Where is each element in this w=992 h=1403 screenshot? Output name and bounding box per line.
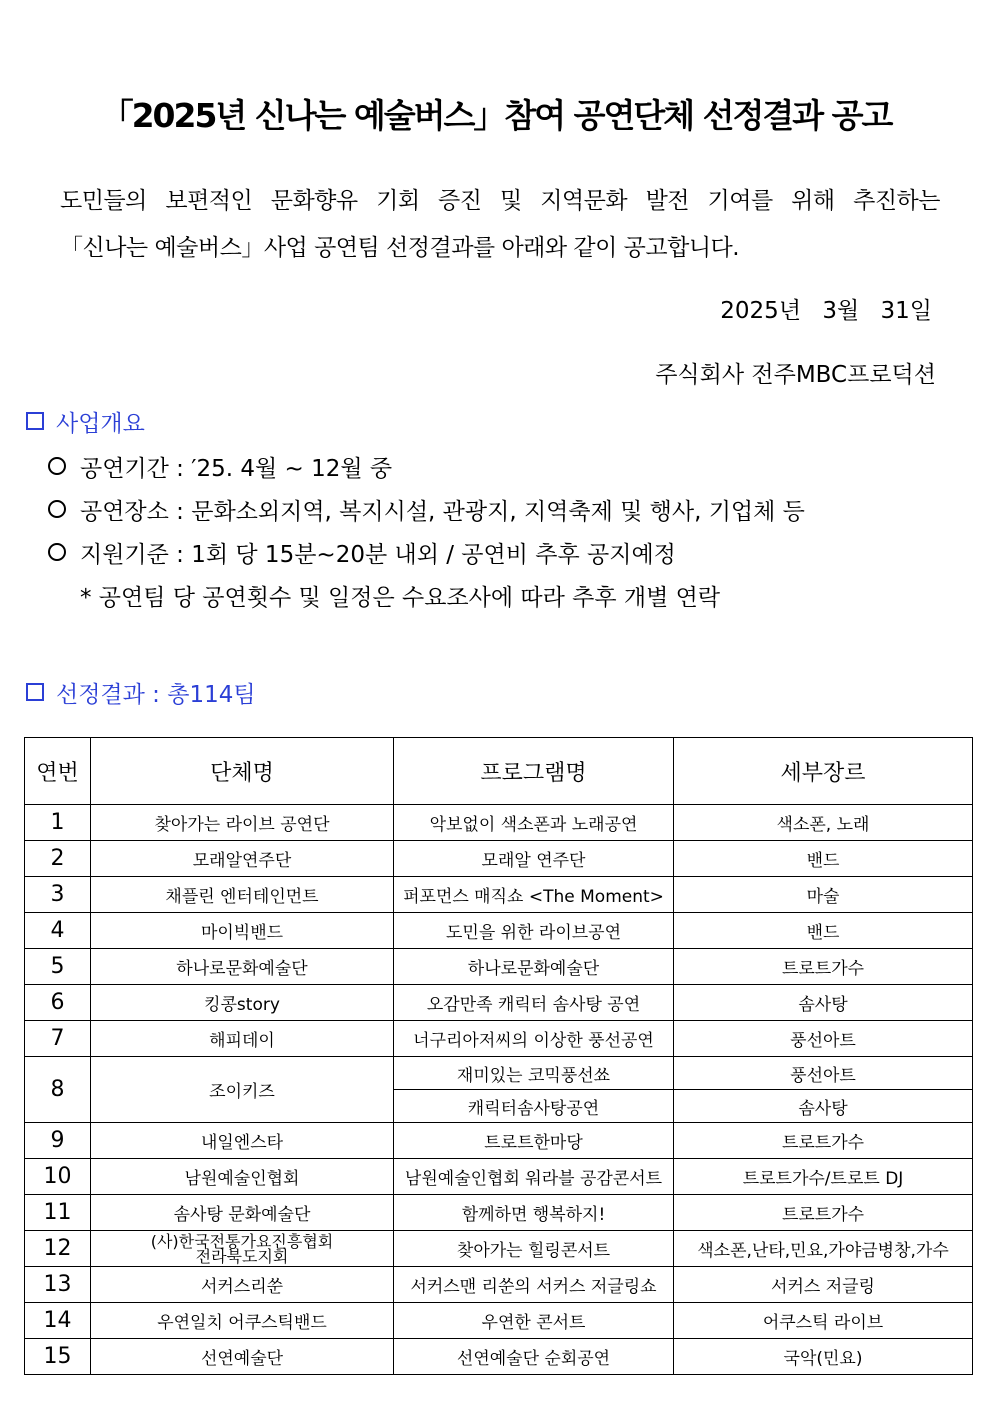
page-title: 「2025년 신나는 예술버스」참여 공연단체 선정결과 공고 bbox=[100, 96, 892, 135]
row-number: 9 bbox=[25, 1123, 91, 1159]
program-name: 재미있는 코믹풍선쑈 bbox=[394, 1057, 674, 1090]
program-name: 우연한 콘서트 bbox=[394, 1303, 674, 1339]
table-row bbox=[25, 949, 973, 985]
overview-item bbox=[48, 534, 805, 577]
program-name: 남원예술인협회 워라블 공감콘서트 bbox=[394, 1159, 674, 1195]
program-name: 악보없이 색소폰과 노래공연 bbox=[394, 805, 674, 841]
group-name: 솜사탕 문화예술단 bbox=[91, 1195, 394, 1231]
table-row bbox=[25, 1159, 973, 1195]
table-row bbox=[25, 1231, 973, 1267]
organization-name: 주식회사 전주MBC프로덕션 bbox=[655, 362, 936, 388]
group-name: 모래알연주단 bbox=[91, 841, 394, 877]
table-row bbox=[25, 985, 973, 1021]
group-name: 채플린 엔터테인먼트 bbox=[91, 877, 394, 913]
genre: 트로트가수 bbox=[674, 949, 973, 985]
table-row bbox=[25, 1303, 973, 1339]
intro-paragraph bbox=[60, 178, 940, 272]
table-row bbox=[25, 841, 973, 877]
program-name: 퍼포먼스 매직쇼 <The Moment> bbox=[394, 877, 674, 913]
genre: 밴드 bbox=[674, 841, 973, 877]
table-row bbox=[25, 1123, 973, 1159]
genre: 트로트가수 bbox=[674, 1195, 973, 1231]
program-name: 하나로문화예술단 bbox=[394, 949, 674, 985]
table-row bbox=[25, 1195, 973, 1231]
program-name: 캐릭터솜사탕공연 bbox=[394, 1090, 674, 1123]
overview-item-text: 공연장소 : 문화소외지역, 복지시설, 관광지, 지역축제 및 행사, 기업체 등 bbox=[80, 499, 805, 525]
genre: 어쿠스틱 라이브 bbox=[674, 1303, 973, 1339]
genre: 솜사탕 bbox=[674, 1090, 973, 1123]
row-number: 11 bbox=[25, 1195, 91, 1231]
program-name: 선연예술단 순회공연 bbox=[394, 1339, 674, 1375]
genre: 솜사탕 bbox=[674, 985, 973, 1021]
column-header-no: 연번 bbox=[25, 738, 91, 805]
overview-note: * 공연팀 당 공연횟수 및 일정은 수요조사에 따라 추후 개별 연락 bbox=[80, 585, 721, 611]
genre: 밴드 bbox=[674, 913, 973, 949]
row-number: 4 bbox=[25, 913, 91, 949]
group-name: 킹콩story bbox=[91, 985, 394, 1021]
program-name: 찾아가는 힐링콘서트 bbox=[394, 1231, 674, 1267]
circle-bullet-icon bbox=[48, 543, 66, 561]
row-number: 3 bbox=[25, 877, 91, 913]
group-name: 선연예술단 bbox=[91, 1339, 394, 1375]
intro-line-1: 도민들의 보편적인 문화향유 기회 증진 및 지역문화 발전 기여를 위해 추진하는 bbox=[60, 188, 940, 214]
row-number: 15 bbox=[25, 1339, 91, 1375]
group-name: 조이키즈 bbox=[91, 1057, 394, 1123]
row-number: 7 bbox=[25, 1021, 91, 1057]
overview-list bbox=[48, 448, 805, 620]
program-name: 모래알 연주단 bbox=[394, 841, 674, 877]
group-name: 서커스리쑨 bbox=[91, 1267, 394, 1303]
row-number: 13 bbox=[25, 1267, 91, 1303]
overview-heading bbox=[26, 405, 145, 438]
genre: 색소폰, 노래 bbox=[674, 805, 973, 841]
program-name: 서커스맨 리쑨의 서커스 저글링쇼 bbox=[394, 1267, 674, 1303]
group-name: 하나로문화예술단 bbox=[91, 949, 394, 985]
table-row bbox=[25, 1267, 973, 1303]
square-bullet-icon bbox=[26, 683, 44, 701]
row-number: 1 bbox=[25, 805, 91, 841]
table-header-row bbox=[25, 738, 973, 805]
overview-item bbox=[48, 491, 805, 534]
announcement-date: 2025년 3월 31일 bbox=[720, 298, 932, 324]
row-number: 5 bbox=[25, 949, 91, 985]
group-name: 내일엔스타 bbox=[91, 1123, 394, 1159]
column-header-genre: 세부장르 bbox=[674, 738, 973, 805]
group-name-line-2: 전라북도지회 bbox=[195, 1246, 289, 1266]
table-row bbox=[25, 1339, 973, 1375]
genre: 마술 bbox=[674, 877, 973, 913]
group-name: 우연일치 어쿠스틱밴드 bbox=[91, 1303, 394, 1339]
square-bullet-icon bbox=[26, 412, 44, 430]
results-heading-text: 선정결과 : 총114팀 bbox=[56, 682, 256, 708]
group-name: 마이빅밴드 bbox=[91, 913, 394, 949]
overview-heading-text: 사업개요 bbox=[56, 411, 145, 437]
results-table bbox=[24, 737, 973, 1375]
column-header-program: 프로그램명 bbox=[394, 738, 674, 805]
program-name: 함께하면 행복하지! bbox=[394, 1195, 674, 1231]
row-number: 8 bbox=[25, 1057, 91, 1123]
intro-line-2: 「신나는 예술버스」사업 공연팀 선정결과를 아래와 같이 공고합니다. bbox=[60, 235, 740, 261]
genre: 풍선아트 bbox=[674, 1057, 973, 1090]
row-number: 14 bbox=[25, 1303, 91, 1339]
circle-bullet-icon bbox=[48, 500, 66, 518]
table-row bbox=[25, 1021, 973, 1057]
program-name: 도민을 위한 라이브공연 bbox=[394, 913, 674, 949]
table-row bbox=[25, 913, 973, 949]
genre: 색소폰,난타,민요,가야금병창,가수 bbox=[674, 1231, 973, 1267]
row-number: 6 bbox=[25, 985, 91, 1021]
row-number: 2 bbox=[25, 841, 91, 877]
circle-bullet-icon bbox=[48, 457, 66, 475]
genre: 트로트가수/트로트 DJ bbox=[674, 1159, 973, 1195]
program-name: 트로트한마당 bbox=[394, 1123, 674, 1159]
table-row bbox=[25, 805, 973, 841]
group-name: 찾아가는 라이브 공연단 bbox=[91, 805, 394, 841]
genre: 서커스 저글링 bbox=[674, 1267, 973, 1303]
table-row bbox=[25, 1057, 973, 1090]
genre: 트로트가수 bbox=[674, 1123, 973, 1159]
group-name-line-1: (사)한국전통가요진흥협회 bbox=[150, 1231, 334, 1251]
group-name bbox=[91, 1231, 394, 1267]
genre: 풍선아트 bbox=[674, 1021, 973, 1057]
overview-item-text: 공연기간 : ′25. 4월 ~ 12월 중 bbox=[80, 456, 393, 482]
program-name: 너구리아저씨의 이상한 풍선공연 bbox=[394, 1021, 674, 1057]
column-header-group: 단체명 bbox=[91, 738, 394, 805]
results-heading bbox=[26, 676, 256, 709]
row-number: 12 bbox=[25, 1231, 91, 1267]
overview-item-text: 지원기준 : 1회 당 15분~20분 내외 / 공연비 추후 공지예정 bbox=[80, 542, 676, 568]
overview-item bbox=[48, 448, 805, 491]
program-name: 오감만족 캐릭터 솜사탕 공연 bbox=[394, 985, 674, 1021]
row-number: 10 bbox=[25, 1159, 91, 1195]
genre: 국악(민요) bbox=[674, 1339, 973, 1375]
group-name: 해피데이 bbox=[91, 1021, 394, 1057]
group-name: 남원예술인협회 bbox=[91, 1159, 394, 1195]
table-row bbox=[25, 877, 973, 913]
